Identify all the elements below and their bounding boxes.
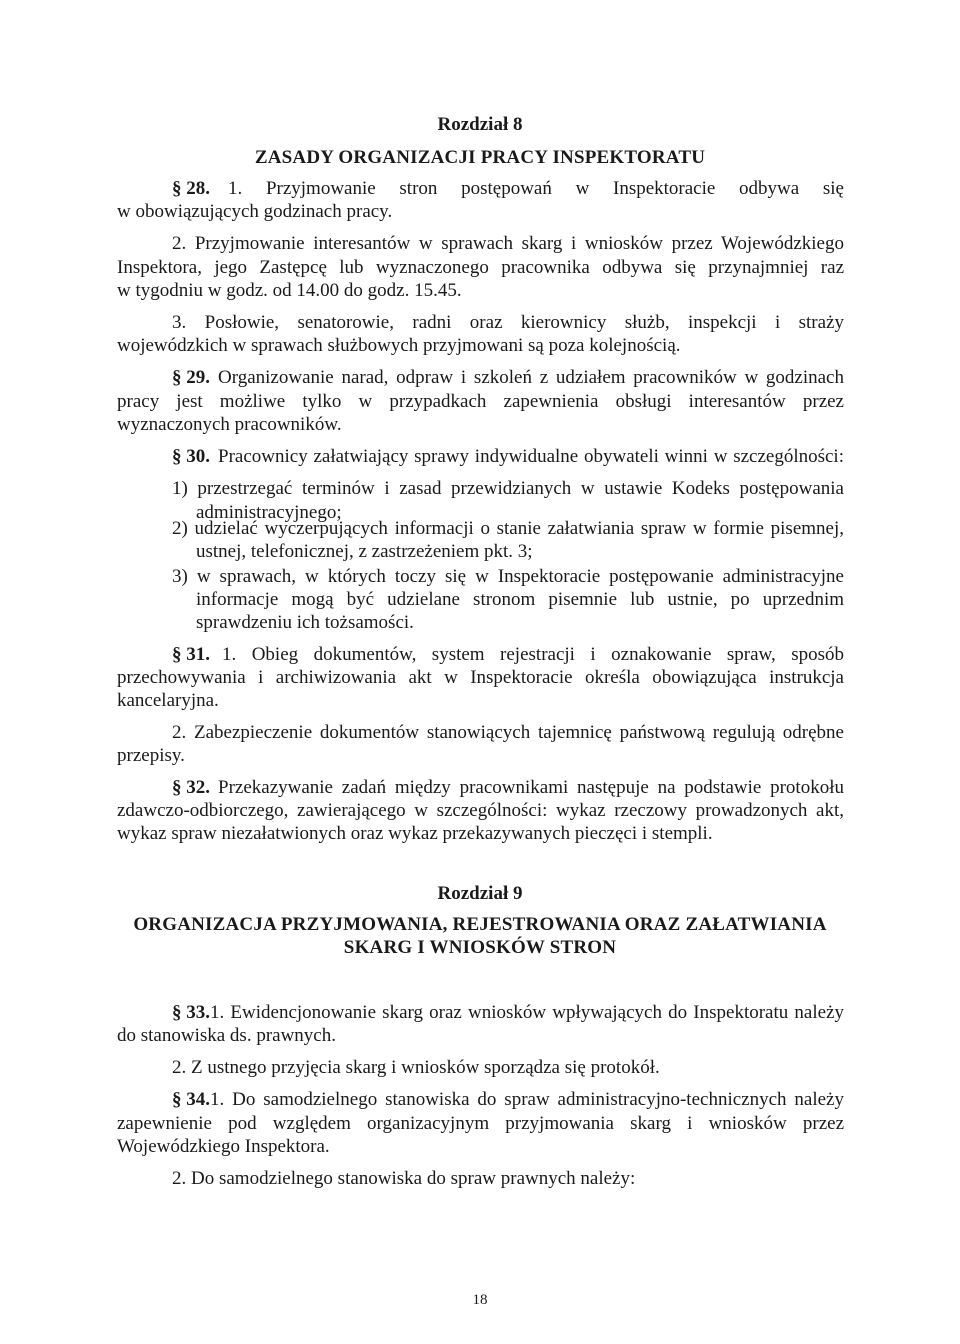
para-28-line-1 [172, 178, 844, 200]
list-item-3-line-1: 3) w sprawach, w których toczy się w Inspektoracie postępowanie administracyjne [172, 566, 844, 587]
para-29-line-1 [172, 367, 844, 389]
para-28-3-line-2: wojewódzkich w sprawach służbowych przyjmowani są poza kolejnością. [117, 335, 681, 356]
chapter-9-heading: Rozdział 9 [437, 883, 523, 904]
para-33-2: 2. Z ustnego przyjęcia skarg i wniosków sporządza się protokół. [172, 1057, 660, 1078]
para-34-line-1-text: 1. Do samodzielnego stanowiska do spraw administracyjno-technicznych należy [210, 1089, 844, 1110]
list-item-1-line-1: 1) przestrzegać terminów i zasad przewidzianych w ustawie Kodeks postępowania [172, 478, 844, 499]
list-item-3-line-3: sprawdzeniu ich tożsamości. [196, 612, 414, 633]
para-31-line-1 [172, 644, 844, 666]
list-item-2-line-2: ustnej, telefonicznej, z zastrzeżeniem pkt. 3; [196, 541, 533, 562]
chapter-9-title-line-1: ORGANIZACJA PRZYJMOWANIA, REJESTROWANIA ORAZ ZAŁATWIANIA [133, 914, 827, 935]
para-28-2-line-1: 2. Przyjmowanie interesantów w sprawach skarg i wniosków przez Wojewódzkiego [172, 233, 844, 254]
para-31-line-3: kancelaryjna. [117, 690, 219, 711]
para-34-line-2: zapewnienie pod względem organizacyjnym przyjmowania skarg i wniosków przez [117, 1113, 844, 1134]
para-29-line-2: pracy jest możliwe tylko w przypadkach zapewnienia obsługi interesantów przez [117, 391, 844, 412]
para-28-line-1-text: 1. Przyjmowanie stron postępowań w Inspektoracie odbywa się [228, 178, 844, 199]
para-28-line-2: w obowiązujących godzinach pracy. [117, 201, 393, 222]
para-30-line-1 [172, 446, 844, 468]
page-number: 18 [472, 1292, 488, 1308]
para-32-line-2: zdawczo-odbiorczego, zawierającego w szczególności: wykaz rzeczowy prowadzonych akt, [117, 800, 844, 821]
list-item-2-line-1: 2) udzielać wyczerpujących informacji o stanie załatwiania spraw w formie pisemnej, [172, 518, 844, 539]
para-31-2-line-2: przepisy. [117, 745, 185, 766]
list-item-1-line-2: administracyjnego; [196, 502, 342, 523]
section-sign-28: § 28. [172, 178, 210, 199]
chapter-9-title-line-2: SKARG I WNIOSKÓW STRON [343, 937, 617, 958]
para-29-line-1-text: Organizowanie narad, odpraw i szkoleń z udziałem pracowników w godzinach [218, 367, 844, 388]
para-28-2-line-3: w tygodniu w godz. od 14.00 do godz. 15.45. [117, 280, 462, 301]
para-34-2: 2. Do samodzielnego stanowiska do spraw prawnych należy: [172, 1168, 636, 1189]
para-31-line-1-text: 1. Obieg dokumentów, system rejestracji i oznakowanie spraw, sposób [222, 644, 844, 665]
section-sign-31: § 31. [172, 644, 210, 665]
para-34-line-1 [172, 1089, 844, 1111]
chapter-8-title: ZASADY ORGANIZACJI PRACY INSPEKTORATU [254, 147, 706, 168]
para-33-line-2: do stanowiska ds. prawnych. [117, 1025, 336, 1046]
section-sign-32: § 32. [172, 777, 210, 798]
para-29-line-3: wyznaczonych pracowników. [117, 414, 342, 435]
para-31-2-line-1: 2. Zabezpieczenie dokumentów stanowiących tajemnicę państwową regulują odrębne [172, 722, 844, 743]
para-31-line-2: przechowywania i archiwizowania akt w Inspektoracie określa obowiązująca instrukcja [117, 667, 844, 688]
para-32-line-1 [172, 777, 844, 799]
para-33-line-1 [172, 1002, 844, 1024]
list-item-3-line-2: informacje mogą być udzielane stronom pisemnie lub ustnie, po uprzednim [196, 589, 844, 610]
para-33-line-1-text: 1. Ewidencjonowanie skarg oraz wniosków wpływających do Inspektoratu należy [210, 1002, 844, 1023]
para-32-line-1-text: Przekazywanie zadań między pracownikami następuje na podstawie protokołu [218, 777, 844, 798]
section-sign-29: § 29. [172, 367, 210, 388]
para-28-3-line-1: 3. Posłowie, senatorowie, radni oraz kierownicy służb, inspekcji i straży [172, 312, 844, 333]
section-sign-34: § 34. [172, 1089, 210, 1110]
para-30-line-1-text: Pracownicy załatwiający sprawy indywidualne obywateli winni w szczególności: [218, 446, 844, 467]
section-sign-33: § 33. [172, 1002, 210, 1023]
para-34-line-3: Wojewódzkiego Inspektora. [117, 1136, 330, 1157]
chapter-8-heading: Rozdział 8 [437, 114, 523, 135]
section-sign-30: § 30. [172, 446, 210, 467]
para-32-line-3: wykaz spraw niezałatwionych oraz wykaz przekazywanych pieczęci i stempli. [117, 823, 713, 844]
para-28-2-line-2: Inspektora, jego Zastępcę lub wyznaczonego pracownika odbywa się przynajmniej raz [117, 257, 844, 278]
